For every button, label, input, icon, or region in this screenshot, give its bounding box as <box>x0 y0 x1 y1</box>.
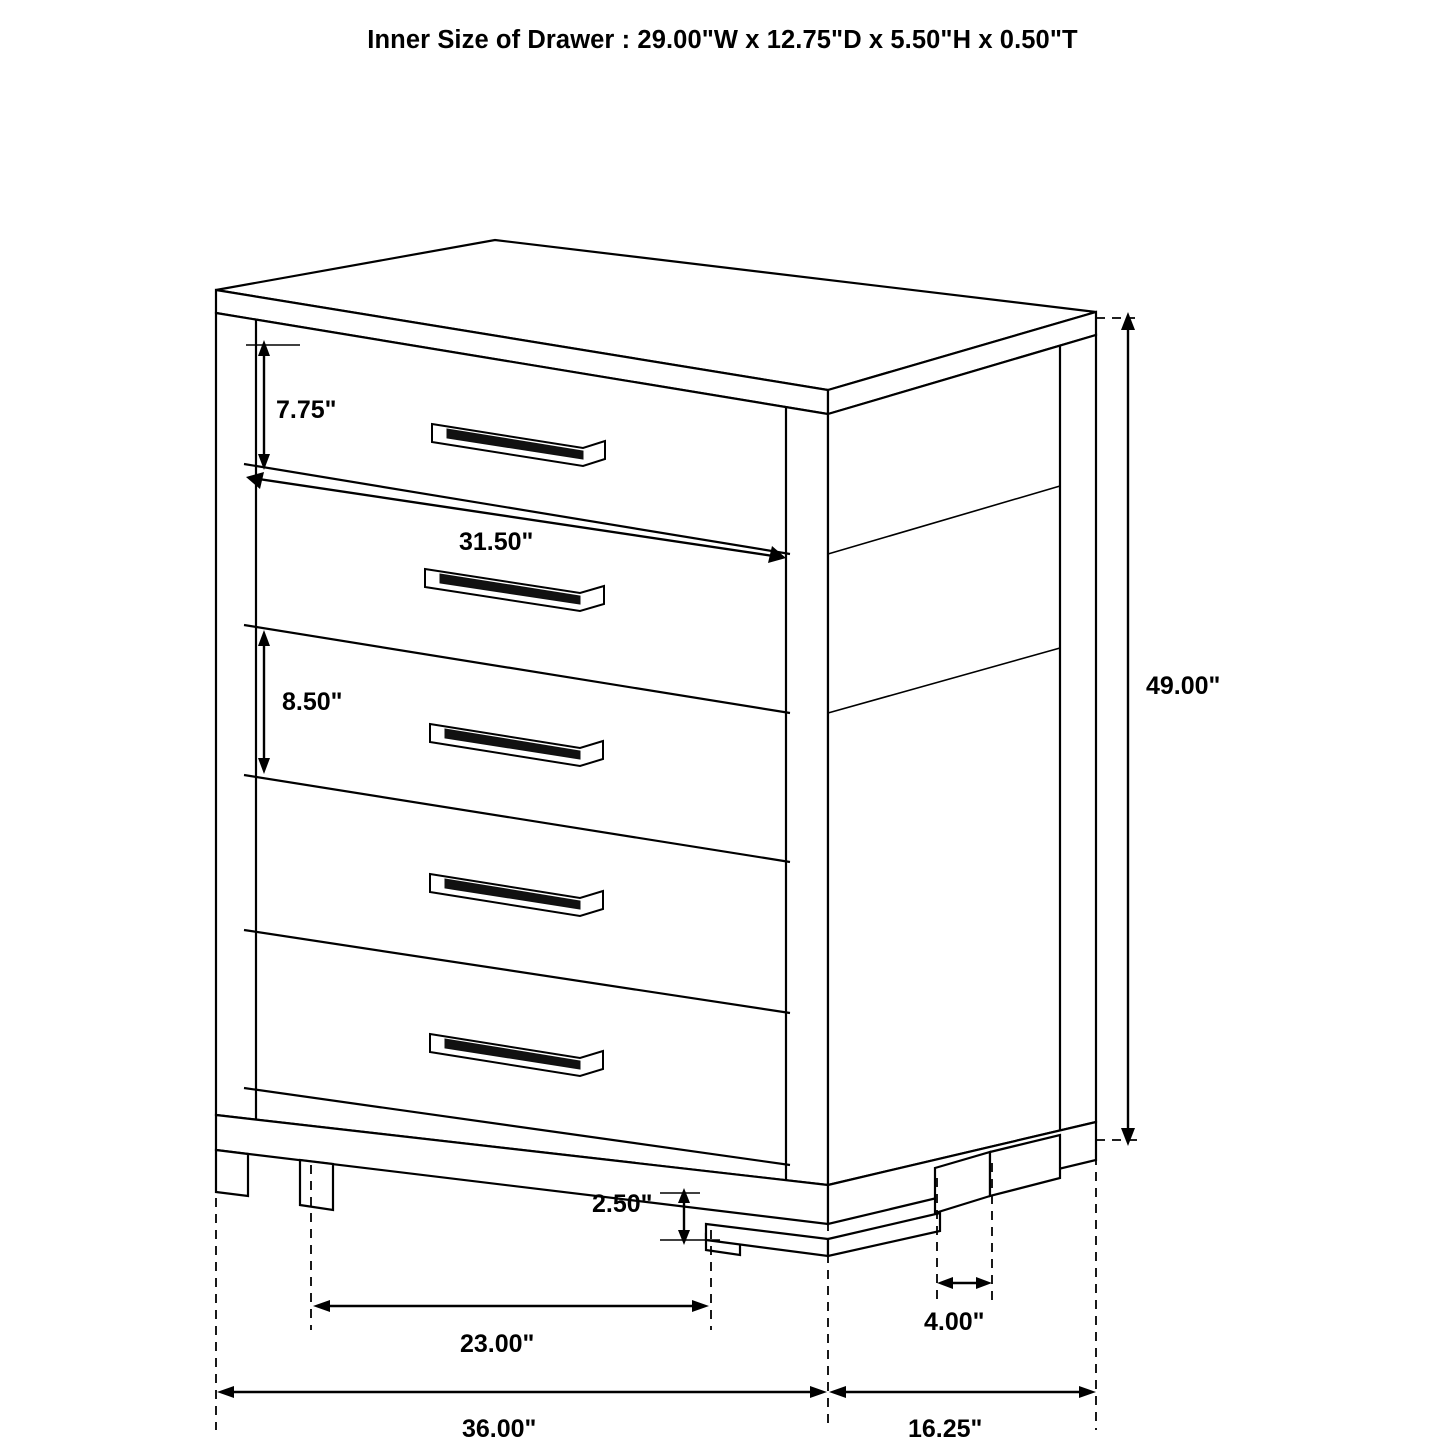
dim-label-4-00: 4.00" <box>924 1308 985 1336</box>
dim-label-16-25: 16.25" <box>908 1415 983 1443</box>
leg-left-inner <box>300 1160 333 1210</box>
dim-label-7-75: 7.75" <box>276 396 337 424</box>
page-title: Inner Size of Drawer : 29.00"W x 12.75"D x 5.50"H x 0.50"T <box>367 26 1078 54</box>
dim-leg-width <box>924 1277 992 1336</box>
dim-label-8-50: 8.50" <box>282 688 343 716</box>
dim-label-23-00: 23.00" <box>460 1330 535 1358</box>
dim-label-31-50: 31.50" <box>459 528 534 556</box>
dim-leg-span-front <box>313 1300 709 1358</box>
dim-label-36-00: 36.00" <box>462 1415 537 1443</box>
dim-total-width <box>217 1386 827 1443</box>
dim-total-height <box>1096 312 1220 1146</box>
cabinet-side-face <box>828 335 1096 1185</box>
dim-label-2-50: 2.50" <box>592 1190 653 1218</box>
dim-label-49-00: 49.00" <box>1146 672 1221 700</box>
leg-front-left <box>216 1150 248 1196</box>
dim-total-depth <box>829 1386 1096 1443</box>
